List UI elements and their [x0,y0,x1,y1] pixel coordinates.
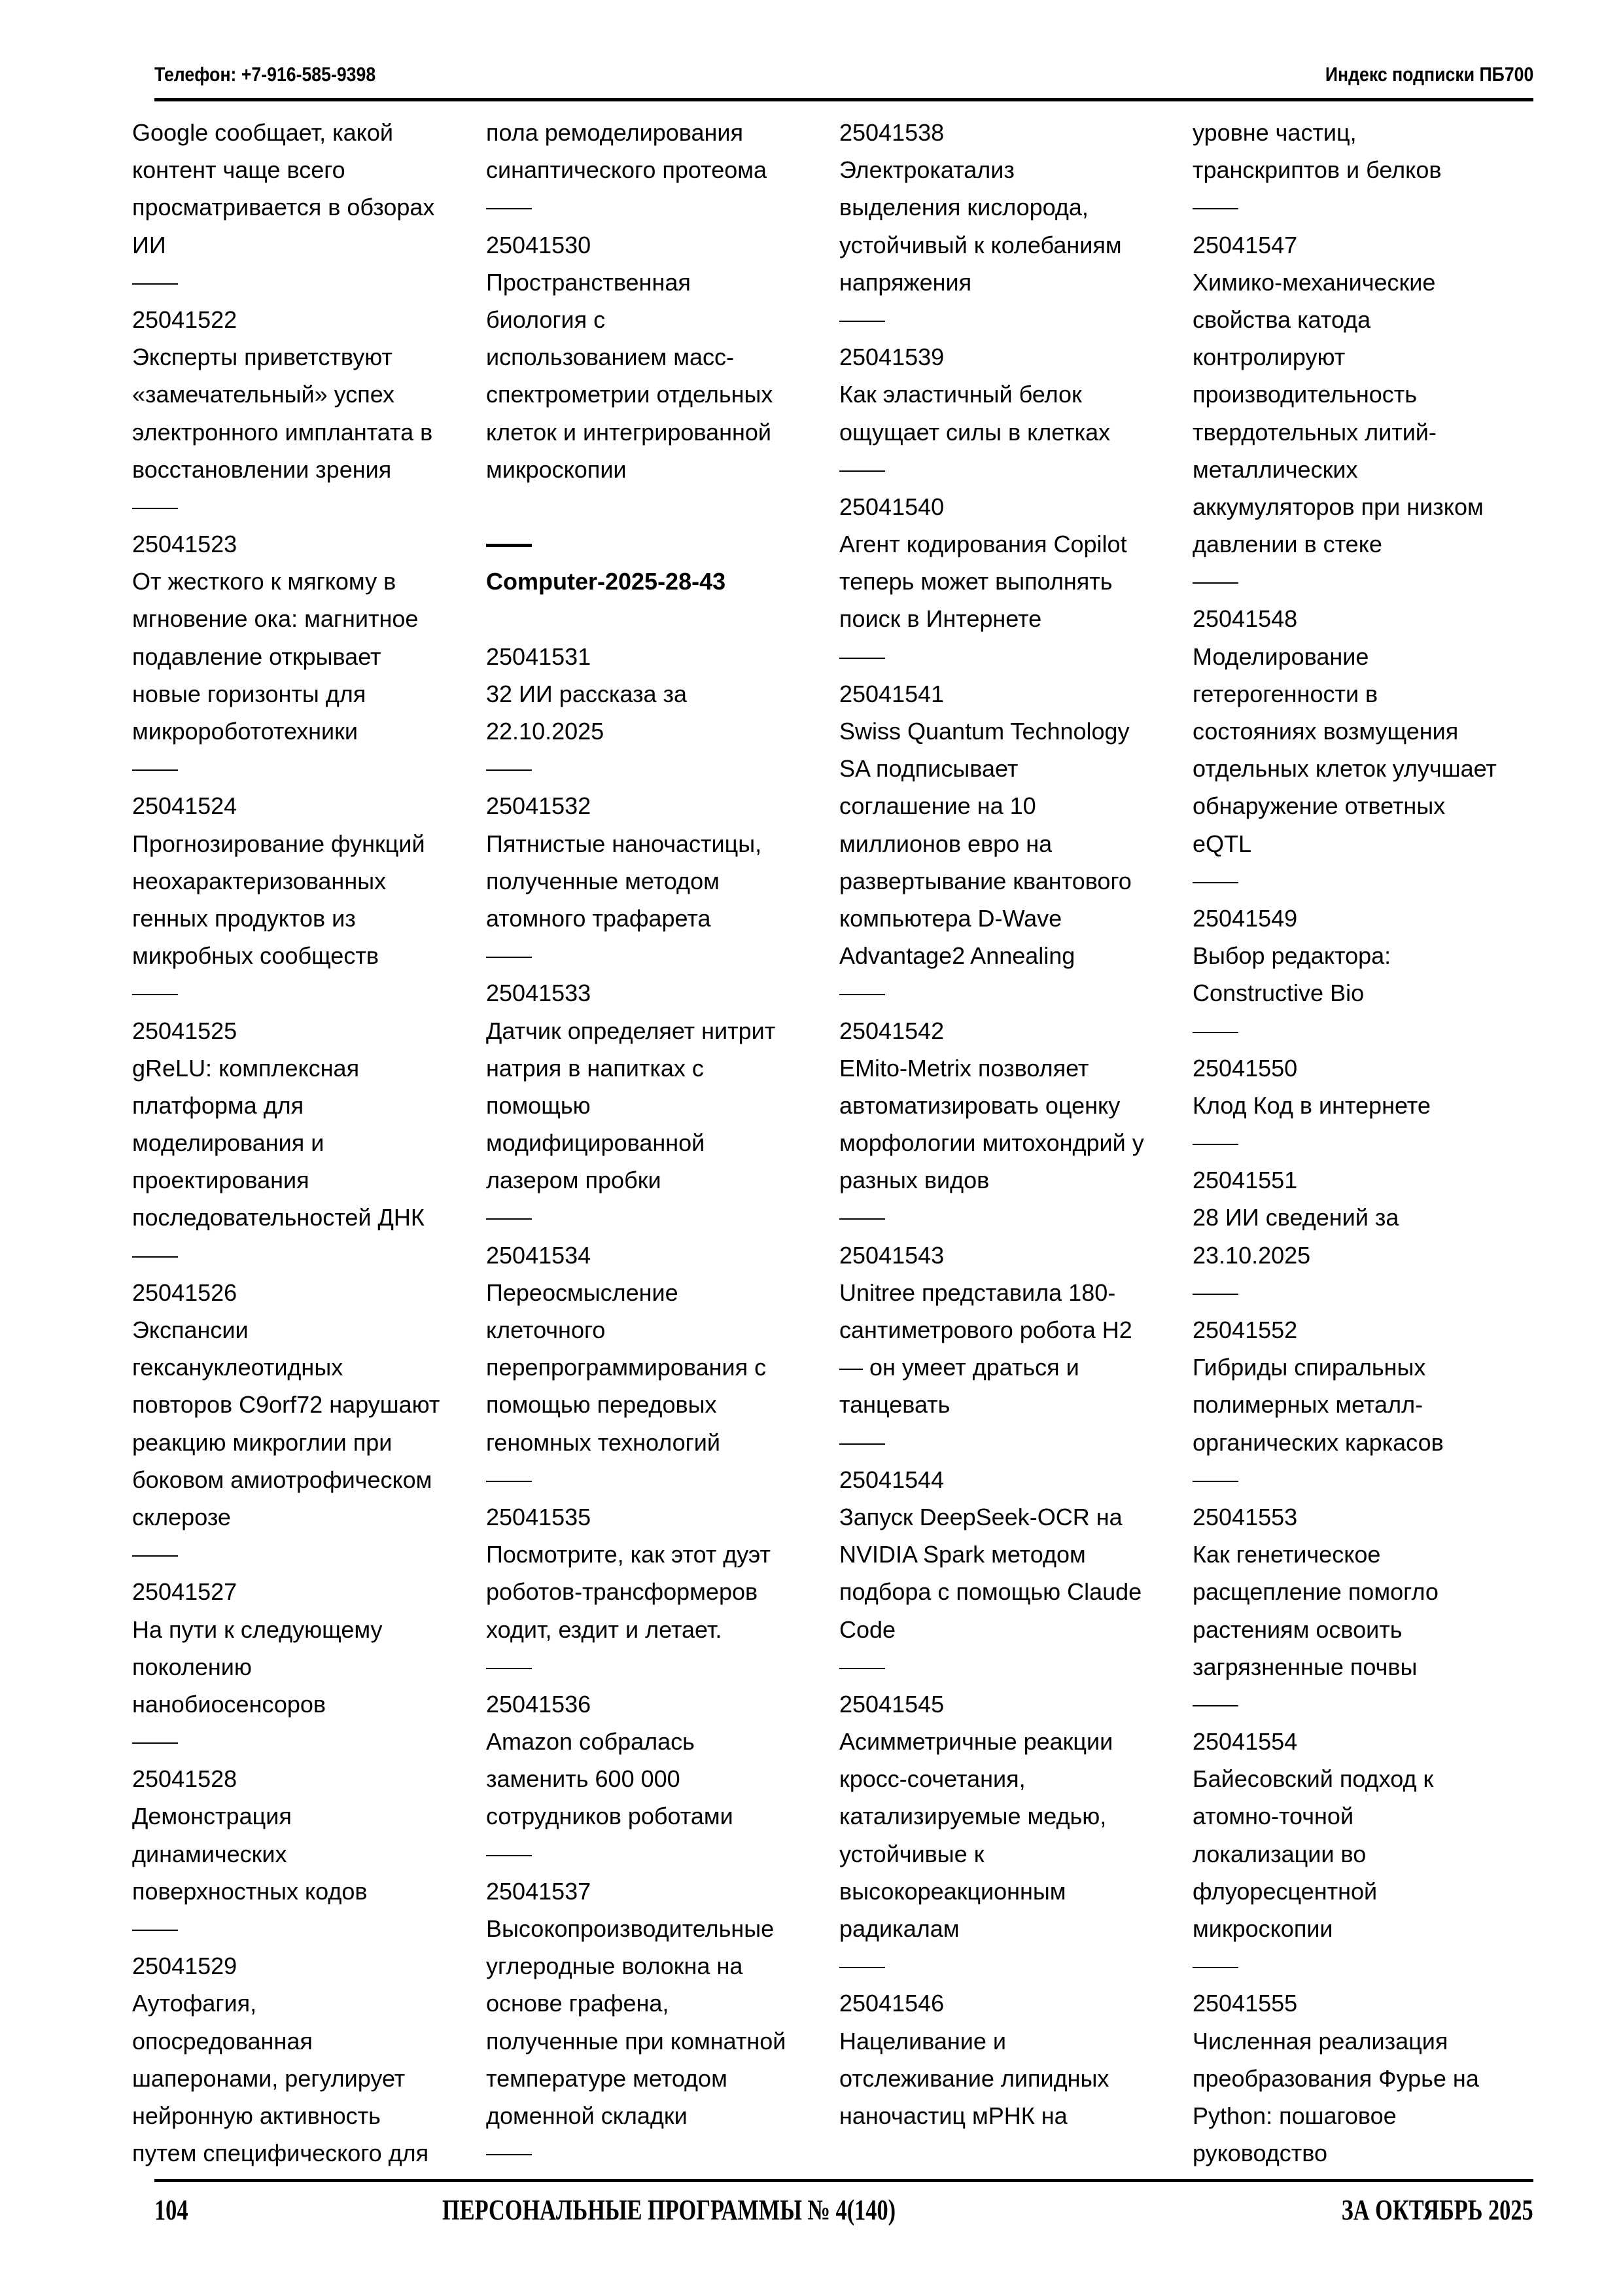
item-title-line: восстановлении зрения [132,455,392,483]
item-number: 25041553 [1193,1503,1298,1530]
item-title-line: 23.10.2025 [1193,1241,1311,1269]
column-3 [839,114,1176,2134]
item-separator [1193,1012,1529,1050]
item-separator [1193,862,1529,900]
item-title-line: сотрудников роботами [486,1803,733,1830]
item-title-line: кросс-сочетания, [839,1765,1026,1793]
item-separator [1193,1686,1529,1723]
item-title-line: производительность [1193,381,1418,408]
item-separator [486,750,823,787]
item-title-line: микроскопии [1193,1915,1333,1942]
item-separator [132,1536,469,1573]
item-title-line: нейронную активность [132,2102,381,2129]
item-separator [486,937,823,974]
item-title-line: помощью [486,1091,591,1119]
item-title-line: 32 ИИ рассказа за [486,680,688,707]
item-title-line: состояниях возмущения [1193,718,1459,745]
item-title-line: просматривается в обзорах [132,194,435,221]
item-title-line: Пятнистые наночастицы, [486,830,762,857]
item-title-line: Как генетическое [1193,1541,1381,1568]
item-title-line: автоматизировать оценку [839,1091,1121,1119]
item-number: 25041530 [486,231,591,258]
item-number: 25041535 [486,1503,591,1530]
item-title-line: полученные при комнатной [486,2027,786,2055]
item-title-line: ходит, ездит и летает. [486,1616,722,1643]
item-title-line: устойчивый к колебаниям [839,231,1122,258]
item-separator [1193,188,1529,226]
item-title-line: моделирования и [132,1129,324,1157]
item-title-line: отслеживание липидных [839,2064,1109,2092]
column-4 [1193,114,1529,2172]
item-separator [486,1648,823,1686]
item-title-line: Моделирование [1193,643,1369,670]
item-title-line: металлических [1193,455,1358,483]
item-title-line: руководство [1193,2140,1327,2167]
item-title-line: последовательностей ДНК [132,1204,425,1231]
header-subscription-index: Индекс подписки ПБ700 [1325,63,1533,86]
item-separator [132,750,469,787]
item-title-line: поверхностных кодов [132,1877,368,1905]
item-number: 25041552 [1193,1316,1298,1343]
blank-line [486,488,823,525]
item-title-line: атомно-точной [1193,1803,1354,1830]
item-separator [1193,1461,1529,1498]
item-number: 25041550 [1193,1054,1298,1082]
item-title-line: соглашение на 10 [839,792,1036,820]
footer-rule [154,2179,1533,2182]
item-separator [132,1723,469,1760]
item-title-line: углеродные волокна на [486,1952,743,1980]
item-title-line: аккумуляторов при низком [1193,493,1484,520]
item-title-line: Эксперты приветствуют [132,344,393,371]
item-title-line: компьютера D-Wave [839,904,1062,932]
item-title-line: лазером пробки [486,1167,661,1194]
item-number: 25041538 [839,119,945,146]
item-title-line: микроробототехники [132,718,358,745]
page-footer [154,2193,1533,2233]
item-title-line: расщепление помогло [1193,1578,1439,1606]
item-title-line: Переосмысление [486,1279,678,1306]
item-title-line: ИИ [132,231,166,258]
item-title-line: От жесткого к мягкому в [132,568,396,595]
item-title-line: Как эластичный белок [839,381,1082,408]
item-number: 25041544 [839,1466,945,1493]
item-title-line: миллионов евро на [839,830,1053,857]
item-title-line: Запуск DeepSeek-OCR на [839,1503,1123,1530]
item-separator [132,1910,469,1947]
item-number: 25041527 [132,1578,237,1606]
item-title-line: опосредованная [132,2027,313,2055]
item-title-line: Датчик определяет нитрит [486,1017,776,1044]
item-title-line: gReLU: комплексная [132,1054,360,1082]
item-title-line: Unitree представила 180- [839,1279,1116,1306]
item-title-line: свойства катода [1193,306,1371,333]
item-separator [839,1199,1176,1236]
item-title-line: развертывание квантового [839,867,1132,894]
item-number: 25041526 [132,1279,237,1306]
item-title-line: Аутофагия, [132,1990,257,2017]
item-number: 25041555 [1193,1990,1298,2017]
item-number: 25041537 [486,1877,591,1905]
item-number: 25041546 [839,1990,945,2017]
item-title-line: EMito-Metrix позволяет [839,1054,1089,1082]
item-title-line: поиск в Интернете [839,605,1042,633]
item-number: 25041534 [486,1241,591,1269]
item-title-line: роботов-трансформеров [486,1578,758,1606]
item-title-line: Выбор редактора: [1193,942,1391,970]
item-title-line: новые горизонты для [132,680,366,707]
item-title-line: неохарактеризованных [132,867,387,894]
item-number: 25041529 [132,1952,237,1980]
item-title-line: поколению [132,1653,252,1680]
item-separator [839,301,1176,338]
item-title-line: генных продуктов из [132,904,356,932]
section-heading: Computer-2025-28-43 [486,568,726,595]
item-title-line: обнаружение ответных [1193,792,1446,820]
item-title-line: танцевать [839,1391,951,1419]
item-title-line: динамических [132,1840,287,1867]
item-title-line: Гибриды спиральных [1193,1354,1426,1381]
item-title-line: клеточного [486,1316,606,1343]
item-title-line: подбора с помощью Claude [839,1578,1142,1606]
item-title-line: флуоресцентной [1193,1877,1378,1905]
item-title-line: — он умеет драться и [839,1354,1079,1381]
item-title-line: давлении в стеке [1193,531,1382,558]
item-title-line: атомного трафарета [486,904,711,932]
item-title-line: Прогнозирование функций [132,830,425,857]
item-title-line: Code [839,1616,896,1643]
item-title-line: органических каркасов [1193,1428,1444,1456]
item-number: 25041547 [1193,231,1298,258]
item-title-line: разных видов [839,1167,990,1194]
issue-period: ЗА ОКТЯБРЬ 2025 [1342,2194,1533,2226]
item-title-line: транскриптов и белков [1193,156,1442,184]
item-title-line: На пути к следующему [132,1616,383,1643]
item-title-line: SA подписывает [839,755,1019,783]
item-title-line: локализации во [1193,1840,1367,1867]
item-title-line: Advantage2 Annealing [839,942,1075,970]
item-number: 25041542 [839,1017,945,1044]
item-number: 25041554 [1193,1728,1298,1756]
item-title-line: микроскопии [486,455,627,483]
item-title-line: морфологии митохондрий у [839,1129,1144,1157]
item-separator [839,451,1176,488]
item-number: 25041539 [839,344,945,371]
item-title-line: синаптического протеома [486,156,767,184]
item-title-line: Пространственная [486,268,691,296]
item-title-line: реакцию микроглии при [132,1428,393,1456]
item-title-line: преобразования Фурье на [1193,2064,1479,2092]
item-title-line: высокореакционным [839,1877,1066,1905]
header-rule [154,98,1533,101]
section-separator [486,525,823,563]
publication-title: ПЕРСОНАЛЬНЫЕ ПРОГРАММЫ № 4(140) [442,2194,896,2226]
item-title-line: модифицированной [486,1129,705,1157]
column-1 [132,114,469,2172]
item-title-line: пола ремоделирования [486,119,743,146]
item-title-line: Посмотрите, как этот дуэт [486,1541,771,1568]
item-title-line: заменить 600 000 [486,1765,680,1793]
item-title-line: мгновение ока: магнитное [132,605,419,633]
item-separator [486,2134,823,2172]
item-number: 25041540 [839,493,945,520]
item-title-line: Swiss Quantum Technology [839,718,1130,745]
item-title-line: температуре методом [486,2064,727,2092]
item-title-line: Демонстрация [132,1803,292,1830]
item-separator [132,1237,469,1274]
item-title-line: повторов C9orf72 нарушают [132,1391,440,1419]
item-title-line: загрязненные почвы [1193,1653,1418,1680]
item-title-line: клеток и интегрированной [486,418,771,446]
item-title-line: 28 ИИ сведений за [1193,1204,1399,1231]
item-number: 25041525 [132,1017,237,1044]
item-title-line: основе графена, [486,1990,669,2017]
item-number: 25041545 [839,1690,945,1718]
item-title-line: Численная реализация [1193,2027,1448,2055]
item-title-line: Клод Код в интернете [1193,1091,1431,1119]
item-number: 25041551 [1193,1167,1298,1194]
item-title-line: нанобиосенсоров [132,1690,326,1718]
item-title-line: полученные методом [486,867,720,894]
item-title-line: Amazon собралась [486,1728,695,1756]
item-title-line: устойчивые к [839,1840,985,1867]
item-title-line: отдельных клеток улучшает [1193,755,1497,783]
item-title-line: спектрометрии отдельных [486,381,773,408]
item-title-line: путем специфического для [132,2140,429,2167]
item-title-line: Python: пошаговое [1193,2102,1397,2129]
item-number: 25041532 [486,792,591,820]
item-separator [132,974,469,1012]
item-separator [839,1947,1176,1985]
item-title-line: 22.10.2025 [486,718,604,745]
item-separator [486,188,823,226]
item-separator [839,1648,1176,1686]
item-title-line: полимерных металл- [1193,1391,1423,1419]
item-number: 25041531 [486,643,591,670]
item-title-line: использованием масс- [486,344,734,371]
item-title-line: электронного имплантата в [132,418,433,446]
item-separator [1193,1124,1529,1161]
item-title-line: Химико-механические [1193,268,1436,296]
item-number: 25041528 [132,1765,237,1793]
item-separator [486,1461,823,1498]
item-number: 25041522 [132,306,237,333]
item-separator [486,1835,823,1873]
page-header [154,63,1533,89]
item-separator [1193,1947,1529,1985]
header-phone: Телефон: +7-916-585-9398 [154,63,376,86]
item-separator [1193,1274,1529,1311]
item-number: 25041548 [1193,605,1298,633]
blank-line [486,600,823,637]
item-title-line: перепрограммирования с [486,1354,767,1381]
item-title-line: шаперонами, регулирует [132,2064,406,2092]
item-number: 25041523 [132,531,237,558]
item-title-line: выделения кислорода, [839,194,1089,221]
item-number: 25041524 [132,792,237,820]
item-title-line: контролируют [1193,344,1346,371]
item-title-line: теперь может выполнять [839,568,1113,595]
item-title-line: геномных технологий [486,1428,720,1456]
item-number: 25041543 [839,1241,945,1269]
item-title-line: натрия в напитках с [486,1054,704,1082]
item-title-line: Асимметричные реакции [839,1728,1113,1756]
item-title-line: катализируемые медью, [839,1803,1107,1830]
item-title-line: Нацеливание и [839,2027,1007,2055]
item-separator [1193,563,1529,600]
item-number: 25041549 [1193,904,1298,932]
item-title-line: твердотельных литий- [1193,418,1437,446]
item-title-line: Экспансии [132,1316,249,1343]
item-title-line: Байесовский подход к [1193,1765,1434,1793]
item-separator [839,638,1176,675]
item-title-line: проектирования [132,1167,309,1194]
item-title-line: «замечательный» успех [132,381,394,408]
item-title-line: уровне частиц, [1193,119,1357,146]
column-2 [486,114,823,2172]
item-separator [486,1199,823,1236]
item-title-line: напряжения [839,268,972,296]
item-title-line: подавление открывает [132,643,381,670]
page-number: 104 [154,2194,188,2226]
item-title-line: склерозе [132,1503,231,1530]
item-separator [839,974,1176,1012]
item-title-line: биология с [486,306,606,333]
item-title-line: ощущает силы в клетках [839,418,1111,446]
item-number: 25041541 [839,680,945,707]
item-title-line: гексануклеотидных [132,1354,343,1381]
item-title-line: микробных сообществ [132,942,379,970]
item-title-line: сантиметрового робота H2 [839,1316,1132,1343]
item-separator [132,488,469,525]
item-title-line: eQTL [1193,830,1252,857]
item-title-line: контент чаще всего [132,156,345,184]
item-title-line: боковом амиотрофическом [132,1466,432,1493]
item-title-line: доменной складки [486,2102,688,2129]
item-title-line: наночастиц мРНК на [839,2102,1068,2129]
item-title-line: помощью передовых [486,1391,717,1419]
item-title-line: Электрокатализ [839,156,1015,184]
item-number: 25041536 [486,1690,591,1718]
item-title-line: Высокопроизводительные [486,1915,775,1942]
item-title-line: Constructive Bio [1193,980,1365,1007]
item-title-line: Агент кодирования Copilot [839,531,1127,558]
item-number: 25041533 [486,980,591,1007]
item-title-line: Google сообщает, какой [132,119,393,146]
item-title-line: NVIDIA Spark методом [839,1541,1086,1568]
item-title-line: растениям освоить [1193,1616,1403,1643]
item-title-line: платформа для [132,1091,304,1119]
item-title-line: радикалам [839,1915,960,1942]
item-separator [839,1424,1176,1461]
item-title-line: гетерогенности в [1193,680,1378,707]
item-separator [132,264,469,301]
